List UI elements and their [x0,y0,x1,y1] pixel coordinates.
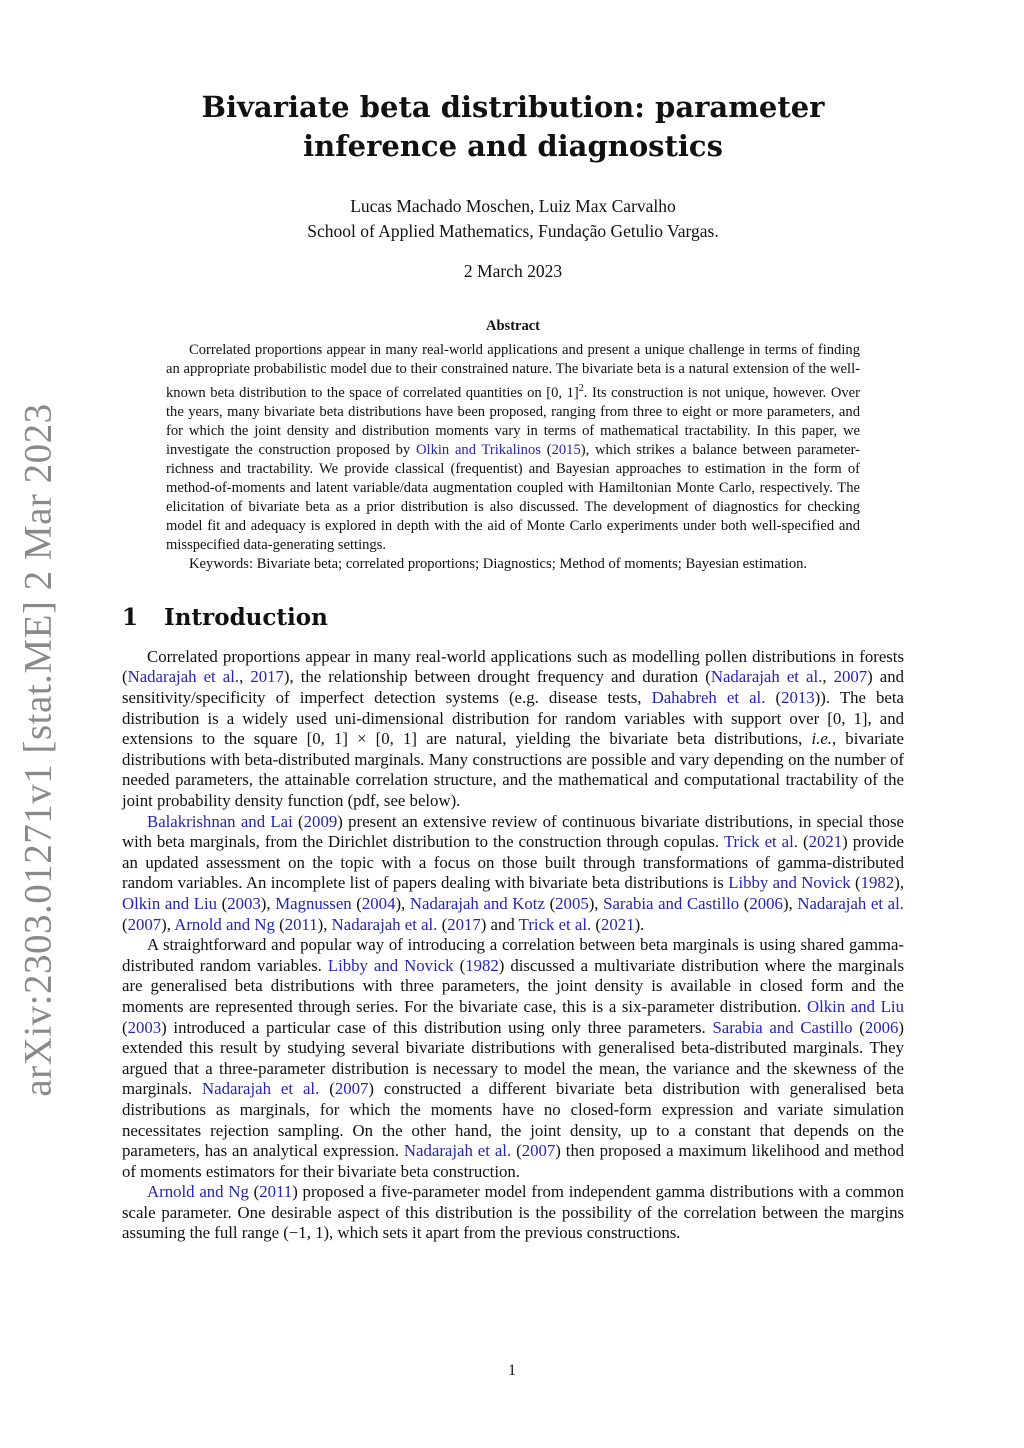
citation-year-link[interactable]: 2017 [250,667,284,687]
citation-year-link[interactable]: 2013 [781,688,815,708]
section-number: 1 [122,603,139,631]
citation-year-link[interactable]: 2004 [361,893,396,913]
citation-year-link[interactable]: 2003 [227,893,261,913]
citation-year-link[interactable]: 2007 [833,667,868,687]
citation-year-link[interactable]: 2021 [601,914,635,934]
paper-page [122,88,904,1244]
citation-link[interactable]: Olkin and Trikalinos [415,441,541,458]
citation-year-link[interactable]: 2006 [749,893,783,913]
citation-link[interactable]: Balakrishnan and Lai [147,811,293,831]
abstract-text: Correlated proportions appear in many real-world applications and present a unique challenge in terms of finding an appropriate probabilistic model due to their constrained nature. The bivariate beta is a natural extension of the well-known beta distribution to the space of correlated quantities on [0, 1]$^2$. Its construction is not unique, however. Over the years, many bivariate beta distributions have been proposed, ranging from three to eight or more parameters, and for which the joint density and distribution moments vary in terms of mathematical tractability. In this paper, we investigate the construction proposed by Olkin and Trikalinos (2015), which strikes a balance between parameter-richness and tractability. We provide classical (frequentist) and Bayesian approaches to estimation in the form of method-of-moments and latent variable/data augmentation coupled with Hamiltonian Monte Carlo, respectively. The elicitation of bivariate beta as a prior distribution is also discussed. The development of diagnostics for checking model fit and adequacy is explored in depth with the aid of Monte Carlo experiments under both well-specified and misspecified data-generating settings. [166,342,861,553]
citation-link[interactable]: Olkin and Liu [122,893,218,913]
citation-year-link[interactable]: 2003 [127,1017,162,1037]
citation-link[interactable]: Libby and Novick [728,873,851,893]
citation-year-link[interactable]: 2007 [521,1141,556,1161]
citation-link[interactable]: Arnold and Ng [147,1182,249,1202]
citation-year-link[interactable]: 2006 [864,1017,899,1037]
abstract-heading: Abstract [486,318,540,334]
citation-year-link[interactable]: 2017 [447,914,481,934]
citation-link[interactable]: Dahabreh et al. [651,688,766,708]
intro-paragraph-3: A straightforward and popular way of introducing a correlation between beta marginals is using shared gamma-distributed random variables. Libby and Novick (1982) discussed a multivariate distribution where the marginals are generalised beta distributions with three parameters, the joint density is available in closed form and the moments are represented through series. For the bivariate case, this is a six-parameter distribution. Olkin and Liu (2003) introduced a particular case of this distribution using only three parameters. Sarabia and Castillo (2006) extended this result by studying several bivariate distributions with generalised beta-distributed marginals. They argued that a three-parameter distribution is necessary to model the mean, the variance and the skewness of the marginals. Nadarajah et al. (2007) constructed a different bivariate beta distribution with generalised beta distributions as marginals, for which the moments have no closed-form expression and variate simulation necessitates rejection sampling. On the other hand, the joint density, up to a constant that depends on the parameters, has an analytical expression. Nadarajah et al. (2007) then proposed a maximum likelihood and method of moments estimators for their bivariate beta construction. [122,935,904,1181]
citation-link[interactable]: Magnussen [275,893,352,913]
paper-date: 2 March 2023 [463,261,563,281]
citation-year-link[interactable]: 2011 [259,1182,293,1202]
author-names: Lucas Machado Moschen, Luiz Max Carvalho [350,196,676,216]
citation-link[interactable]: Sarabia and Castillo [603,893,740,913]
intro-paragraph-1: Correlated proportions appear in many real-world applications such as modelling pollen distributions in forests (Nadarajah et al., 2017), the relationship between drought frequency and duration (Nadarajah et al., 2007) and sensitivity/specificity of imperfect detection systems (e.g. disease tests, Dahabreh et al. (2013)). The beta distribution is a widely used uni-dimensional distribution for random variables with support over [0, 1], and extensions to the square [0, 1] × [0, 1] are natural, yielding the bivariate beta distributions, i.e., bivariate distributions with beta-distributed marginals. Many constructions are possible and vary depending on the number of needed parameters, the attainable correlation structure, and the mathematical and computational tractability of the joint probability density function (pdf, see below). [122,646,905,811]
citation-link[interactable]: Sarabia and Castillo [712,1017,853,1037]
citation-year-link[interactable]: 1982 [860,873,895,893]
paper-title: Bivariate beta distribution: parameter inference and diagnostics [201,90,825,163]
citation-link[interactable]: Nadarajah et al. [797,893,904,913]
citation-link[interactable]: Nadarajah and Kotz [409,893,545,913]
citation-link[interactable]: Nadarajah et al. [202,1079,320,1099]
citation-year-link[interactable]: 2007 [127,914,162,934]
keywords: Keywords: Bivariate beta; correlated proportions; Diagnostics; Method of moments; Bayesian estimation. [189,555,808,572]
citation-link[interactable]: Nadarajah et al. [710,667,823,687]
citation-link[interactable]: Olkin and Liu [806,996,904,1016]
author-block [122,194,904,244]
citation-year-link[interactable]: 2015 [551,441,581,458]
citation-link[interactable]: Libby and Novick [327,955,454,975]
page-number: 1 [508,1362,516,1379]
arxiv-sidebar-stamp [10,403,66,1097]
citation-year-link[interactable]: 2011 [284,914,318,934]
citation-year-link[interactable]: 1982 [465,955,499,975]
arxiv-identifier: arXiv:2303.01271v1 [stat.ME] 2 Mar 2023 [16,403,60,1097]
intro-paragraph-2: Balakrishnan and Lai (2009) present an extensive review of continuous bivariate distributions, in special those with beta marginals, from the Dirichlet distribution to the construction through copulas. Trick et al. (2021) provide an updated assessment on the topic with a focus on those built through transformations of gamma-distributed random variables. An incomplete list of papers dealing with bivariate beta distributions is Libby and Novick (1982), Olkin and Liu (2003), Magnussen (2004), Nadarajah and Kotz (2005), Sarabia and Castillo (2006), Nadarajah et al. (2007), Arnold and Ng (2011), Nadarajah et al. (2017) and Trick et al. (2021). [122,811,905,934]
abstract-block [166,318,860,574]
citation-year-link[interactable]: 2005 [555,893,589,913]
section-title: Introduction [164,603,328,631]
citation-link[interactable]: Nadarajah et al. [127,667,240,687]
section-heading [122,604,904,631]
citation-link[interactable]: Trick et al. [518,914,592,934]
citation-link[interactable]: Nadarajah et al. [331,914,438,934]
citation-link[interactable]: Arnold and Ng [174,914,275,934]
citation-year-link[interactable]: 2021 [808,832,843,852]
citation-year-link[interactable]: 2007 [334,1079,369,1099]
intro-paragraph-4: Arnold and Ng (2011) proposed a five-parameter model from independent gamma distributions with a common scale parameter. One desirable aspect of this distribution is the possibility of the correlation between the margins assuming the full range (−1, 1), which sets it apart from the previous constructions. [122,1182,904,1243]
citation-link[interactable]: Nadarajah et al. [403,1141,512,1161]
citation-year-link[interactable]: 2009 [303,811,338,831]
citation-link[interactable]: Trick et al. [723,832,798,852]
author-affiliation: School of Applied Mathematics, Fundação Getulio Vargas. [307,221,719,241]
